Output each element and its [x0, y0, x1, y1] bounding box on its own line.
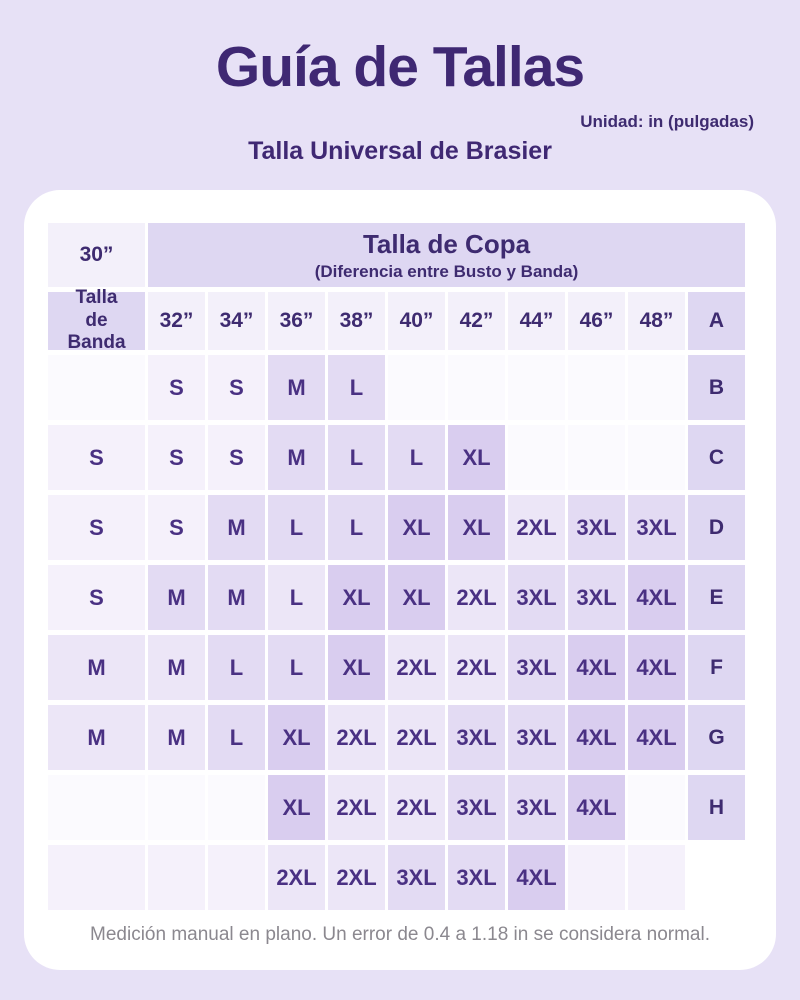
- size-cell: S: [148, 355, 205, 420]
- cup-size-banner-subtitle: (Diferencia entre Busto y Banda): [314, 261, 579, 281]
- band-size-corner-label: Talla de Banda: [48, 292, 145, 350]
- size-cell: 4XL: [628, 705, 685, 770]
- size-cell: 2XL: [388, 705, 445, 770]
- size-cell: 4XL: [628, 565, 685, 630]
- size-cell: [48, 845, 145, 910]
- size-cell: 3XL: [388, 845, 445, 910]
- band-row-header: A: [688, 292, 745, 350]
- band-column-header: 32”: [148, 292, 205, 350]
- size-table-card: [24, 190, 776, 970]
- size-cell: L: [268, 495, 325, 560]
- size-cell: [628, 355, 685, 420]
- page-subtitle: Talla Universal de Brasier: [248, 137, 552, 165]
- size-cell: L: [208, 705, 265, 770]
- band-row-header: F: [688, 635, 745, 700]
- size-cell: XL: [388, 495, 445, 560]
- size-cell: [48, 355, 145, 420]
- size-cell: S: [48, 565, 145, 630]
- band-column-header: 36”: [268, 292, 325, 350]
- size-cell: 2XL: [448, 565, 505, 630]
- size-cell: [568, 355, 625, 420]
- size-cell: [508, 355, 565, 420]
- band-row-header: D: [688, 495, 745, 560]
- size-cell: M: [268, 425, 325, 490]
- size-cell: L: [388, 425, 445, 490]
- size-cell: XL: [328, 635, 385, 700]
- size-cell: [628, 425, 685, 490]
- size-cell: XL: [328, 565, 385, 630]
- size-cell: M: [208, 565, 265, 630]
- size-cell: L: [208, 635, 265, 700]
- band-row-header: E: [688, 565, 745, 630]
- band-column-header: 46”: [568, 292, 625, 350]
- size-cell: 4XL: [568, 635, 625, 700]
- size-cell: 2XL: [388, 775, 445, 840]
- band-column-header: 34”: [208, 292, 265, 350]
- size-cell: S: [208, 425, 265, 490]
- band-column-header: 42”: [448, 292, 505, 350]
- size-cell: [148, 775, 205, 840]
- size-cell: [148, 845, 205, 910]
- size-cell: L: [268, 635, 325, 700]
- size-cell: [208, 845, 265, 910]
- band-column-header: 30”: [48, 223, 145, 287]
- size-cell: L: [328, 355, 385, 420]
- size-cell: 2XL: [388, 635, 445, 700]
- size-cell: [568, 425, 625, 490]
- size-cell: 2XL: [328, 705, 385, 770]
- size-cell: XL: [448, 495, 505, 560]
- size-cell: [628, 775, 685, 840]
- band-row-header: H: [688, 775, 745, 840]
- size-cell: S: [148, 425, 205, 490]
- size-cell: S: [208, 355, 265, 420]
- measurement-note: Medición manual en plano. Un error de 0.4 a 1.18 in se considera normal.: [90, 924, 710, 945]
- size-cell: M: [48, 635, 145, 700]
- size-cell: 4XL: [508, 845, 565, 910]
- size-cell: [208, 775, 265, 840]
- size-cell: L: [268, 565, 325, 630]
- size-cell: M: [148, 635, 205, 700]
- size-cell: XL: [388, 565, 445, 630]
- page-title: Guía de Tallas: [215, 35, 585, 99]
- size-cell: M: [208, 495, 265, 560]
- size-cell: 2XL: [328, 775, 385, 840]
- band-column-header: 40”: [388, 292, 445, 350]
- size-cell: 2XL: [508, 495, 565, 560]
- size-cell: [628, 845, 685, 910]
- size-cell: [508, 425, 565, 490]
- size-cell: 3XL: [508, 565, 565, 630]
- size-cell: 4XL: [628, 635, 685, 700]
- size-cell: XL: [268, 775, 325, 840]
- band-column-header: 48”: [628, 292, 685, 350]
- cup-size-banner: [148, 223, 745, 287]
- band-row-header: G: [688, 705, 745, 770]
- size-cell: M: [148, 565, 205, 630]
- size-cell: 3XL: [448, 775, 505, 840]
- size-cell: 2XL: [448, 635, 505, 700]
- size-cell: L: [328, 425, 385, 490]
- size-cell: S: [148, 495, 205, 560]
- size-cell: S: [48, 425, 145, 490]
- size-cell: M: [148, 705, 205, 770]
- size-cell: M: [268, 355, 325, 420]
- size-cell: [568, 845, 625, 910]
- band-column-header: 44”: [508, 292, 565, 350]
- band-row-header: C: [688, 425, 745, 490]
- size-cell: 2XL: [268, 845, 325, 910]
- size-cell: 3XL: [628, 495, 685, 560]
- size-cell: S: [48, 495, 145, 560]
- size-cell: 3XL: [568, 565, 625, 630]
- unit-note: Unidad: in (pulgadas): [580, 112, 754, 131]
- size-cell: 3XL: [568, 495, 625, 560]
- size-cell: 2XL: [328, 845, 385, 910]
- cup-size-banner-title: Talla de Copa: [362, 228, 531, 259]
- size-cell: [448, 355, 505, 420]
- size-cell: 4XL: [568, 705, 625, 770]
- size-table: [48, 223, 745, 910]
- size-cell: 4XL: [568, 775, 625, 840]
- size-cell: XL: [268, 705, 325, 770]
- band-column-header: 38”: [328, 292, 385, 350]
- size-cell: XL: [448, 425, 505, 490]
- size-cell: [388, 355, 445, 420]
- size-cell: 3XL: [508, 635, 565, 700]
- size-cell: L: [328, 495, 385, 560]
- size-cell: 3XL: [508, 705, 565, 770]
- size-cell: [48, 775, 145, 840]
- size-cell: 3XL: [448, 705, 505, 770]
- size-cell: 3XL: [448, 845, 505, 910]
- size-cell: 3XL: [508, 775, 565, 840]
- band-row-header: B: [688, 355, 745, 420]
- size-cell: M: [48, 705, 145, 770]
